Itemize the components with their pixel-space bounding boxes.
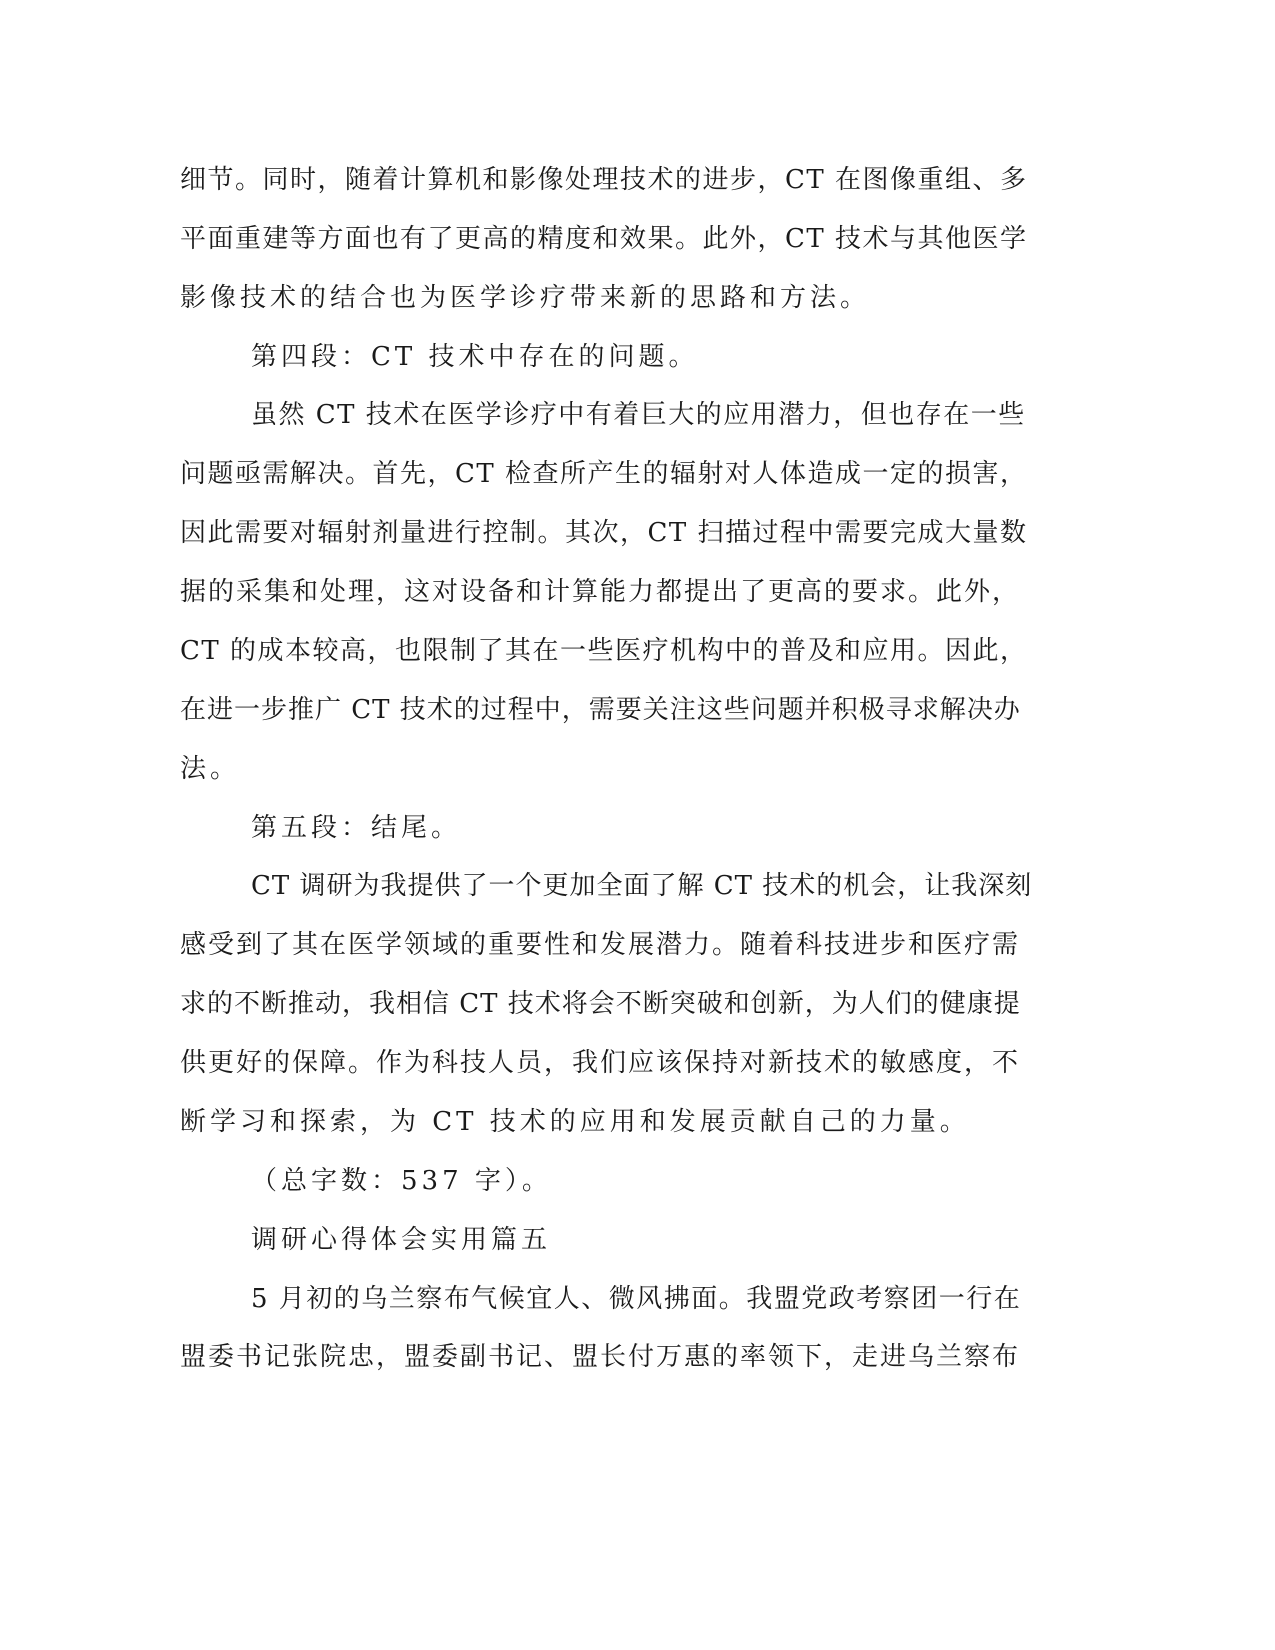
text-line: 供更好的保障。作为科技人员，我们应该保持对新技术的敏感度，不 xyxy=(180,1048,1021,1078)
text-line: 在进一步推广 CT 技术的过程中，需要关注这些问题并积极寻求解决办 xyxy=(180,695,1021,725)
text-line: 法。 xyxy=(180,754,241,784)
text-line: 细节。同时，随着计算机和影像处理技术的进步，CT 在图像重组、多 xyxy=(180,165,1028,195)
text-line: 据的采集和处理，这对设备和计算能力都提出了更高的要求。此外， xyxy=(180,577,1021,607)
text-line: 因此需要对辐射剂量进行控制。其次，CT 扫描过程中需要完成大量数 xyxy=(180,518,1028,548)
section-heading: 第四段：CT 技术中存在的问题。 xyxy=(251,342,699,372)
word-count-note: （总字数：537 字）。 xyxy=(251,1166,552,1196)
text-line: CT 调研为我提供了一个更加全面了解 CT 技术的机会，让我深刻 xyxy=(251,871,1033,901)
text-line: 感受到了其在医学领域的重要性和发展潜力。随着科技进步和医疗需 xyxy=(180,930,1021,960)
text-line: 断学习和探索，为 CT 技术的应用和发展贡献自己的力量。 xyxy=(180,1107,970,1137)
text-line: 虽然 CT 技术在医学诊疗中有着巨大的应用潜力，但也存在一些 xyxy=(251,400,1026,430)
section-heading: 第五段：结尾。 xyxy=(251,813,462,843)
text-line: 盟委书记张院忠，盟委副书记、盟长付万惠的率领下，走进乌兰察布 xyxy=(180,1342,1021,1372)
text-line: 求的不断推动，我相信 CT 技术将会不断突破和创新，为人们的健康提 xyxy=(180,989,1021,1019)
section-title: 调研心得体会实用篇五 xyxy=(251,1225,552,1255)
text-line: 5 月初的乌兰察布气候宜人、微风拂面。我盟党政考察团一行在 xyxy=(251,1284,1022,1314)
text-line: 平面重建等方面也有了更高的精度和效果。此外，CT 技术与其他医学 xyxy=(180,224,1028,254)
text-line: CT 的成本较高，也限制了其在一些医疗机构中的普及和应用。因此， xyxy=(180,636,1028,666)
text-line: 影像技术的结合也为医学诊疗带来新的思路和方法。 xyxy=(180,283,871,313)
text-line: 问题亟需解决。首先，CT 检查所产生的辐射对人体造成一定的损害， xyxy=(180,459,1028,489)
